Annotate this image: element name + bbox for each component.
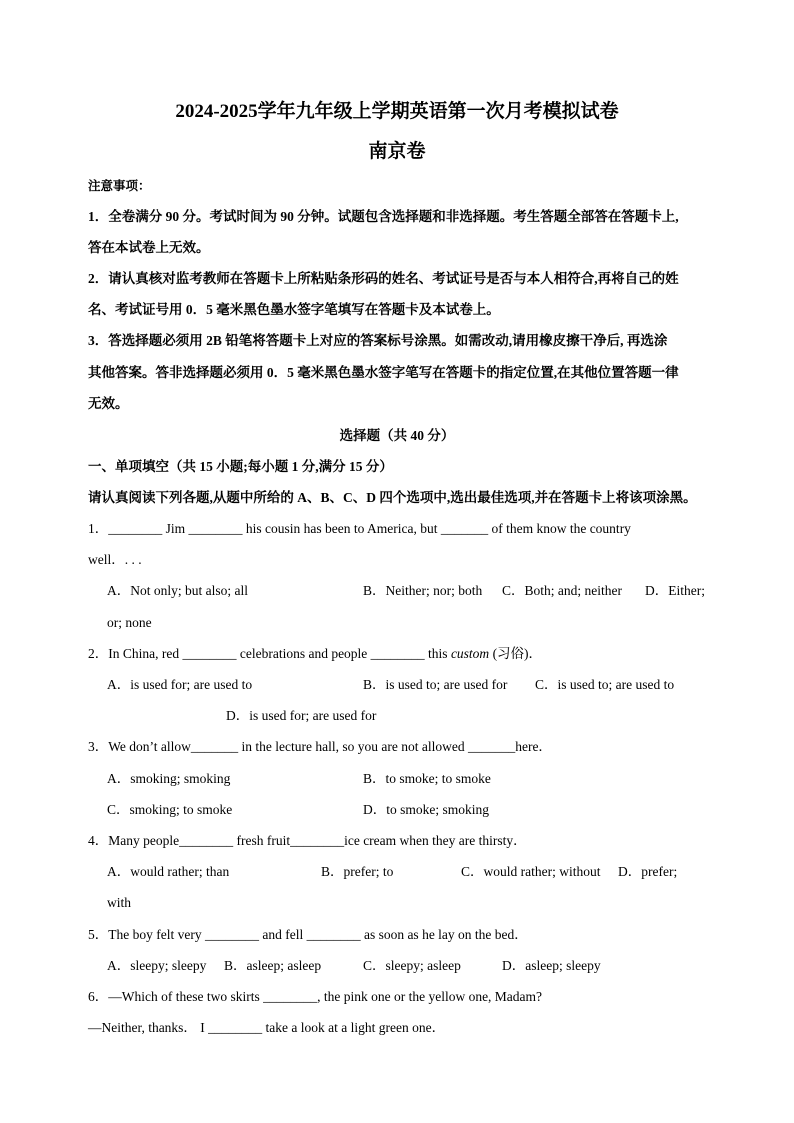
notice-heading: 注意事项： — [88, 179, 151, 193]
question-4-option-a[interactable]: A．would rather; than — [107, 864, 230, 879]
notice-item-3-cont: 其他答案。答非选择题必须用 0．5 毫米黑色墨水签字笔写在答题卡的指定位置,在其他位置答题一律 — [88, 365, 679, 380]
question-2-stem-italic: custom — [450, 646, 490, 661]
question-3-option-a[interactable]: A．smoking; smoking — [107, 771, 231, 786]
question-1-option-d[interactable]: D．Either; — [645, 583, 705, 598]
question-2-stem — [88, 645, 542, 663]
question-3-option-c[interactable]: C．smoking; to smoke — [107, 802, 233, 817]
part-instruction: 请认真阅读下列各题,从题中所给的 A、B、C、D 四个选项中,选出最佳选项,并在答题卡上将该项涂黑。 — [88, 490, 697, 505]
question-5-stem: 5．The boy felt very ________ and fell ________ as soon as he lay on the bed． — [88, 927, 528, 942]
question-5-option-a[interactable]: A．sleepy; sleepy — [107, 958, 207, 973]
notice-item-1-cont: 答在本试卷上无效。 — [88, 240, 210, 255]
question-2-option-a[interactable]: A．is used for; are used to — [107, 677, 253, 692]
question-5-option-b[interactable]: B．asleep; asleep — [224, 958, 322, 973]
notice-item-1: 1．全卷满分 90 分。考试时间为 90 分钟。试题包含选择题和非选择题。考生答题全部答在答题卡上, — [88, 209, 679, 224]
question-5-option-c[interactable]: C．sleepy; asleep — [363, 958, 461, 973]
question-4-option-d[interactable]: D．prefer; — [618, 864, 678, 879]
question-2-stem-text: 2．In China, red ________ celebrations and people ________ this — [88, 646, 451, 661]
question-3-stem: 3．We don’t allow_______ in the lecture hall, so you are not allowed _______here． — [88, 739, 552, 754]
question-1-stem: 1．________ Jim ________ his cousin has been to America, but _______ of them know the country — [88, 521, 631, 536]
question-3-option-d[interactable]: D．to smoke; smoking — [363, 802, 490, 817]
question-2-stem-tail: (习俗)． — [489, 646, 543, 661]
question-6-stem-cont: —Neither, thanks． I ________ take a look at a light green one． — [88, 1020, 446, 1035]
question-2-option-d[interactable]: D．is used for; are used for — [226, 708, 377, 723]
question-2-option-b[interactable]: B．is used to; are used for — [363, 677, 508, 692]
question-4-option-b[interactable]: B．prefer; to — [321, 864, 394, 879]
question-1-option-a[interactable]: A．Not only; but also; all — [107, 583, 248, 598]
exam-subtitle: 南京卷 — [368, 141, 426, 162]
exam-title: 2024-2025学年九年级上学期英语第一次月考模拟试卷 — [175, 101, 619, 122]
question-2-option-c[interactable]: C．is used to; are used to — [535, 677, 675, 692]
question-5-option-d[interactable]: D．asleep; sleepy — [502, 958, 601, 973]
notice-item-3-cont2: 无效。 — [88, 396, 129, 411]
notice-item-2-cont: 名、考试证号用 0．5 毫米黑色墨水签字笔填写在答题卡及本试卷上。 — [88, 302, 500, 317]
question-1-option-c[interactable]: C．Both; and; neither — [502, 583, 622, 598]
question-4-option-d-cont: with — [107, 895, 132, 910]
notice-item-2: 2．请认真核对监考教师在答题卡上所粘贴条形码的姓名、考试证号是否与本人相符合,再将自己的姓 — [88, 271, 679, 286]
question-1-option-b[interactable]: B．Neither; nor; both — [363, 583, 483, 598]
notice-item-3: 3．答选择题必须用 2B 铅笔将答题卡上对应的答案标号涂黑。如需改动,请用橡皮擦干净后, 再选涂 — [88, 333, 668, 348]
question-1-stem-cont: well．. . . — [88, 552, 142, 567]
question-6-stem: 6．—Which of these two skirts ________, the pink one or the yellow one, Madam? — [88, 989, 543, 1004]
section-title: 选择题（共 40 分） — [339, 428, 455, 443]
question-4-stem: 4．Many people________ fresh fruit________ice cream when they are thirsty． — [88, 833, 527, 848]
part-title: 一、单项填空（共 15 小题;每小题 1 分,满分 15 分） — [88, 459, 393, 474]
question-3-option-b[interactable]: B．to smoke; to smoke — [363, 771, 491, 786]
question-4-option-c[interactable]: C．would rather; without — [461, 864, 601, 879]
question-1-option-d-cont: or; none — [107, 615, 152, 630]
